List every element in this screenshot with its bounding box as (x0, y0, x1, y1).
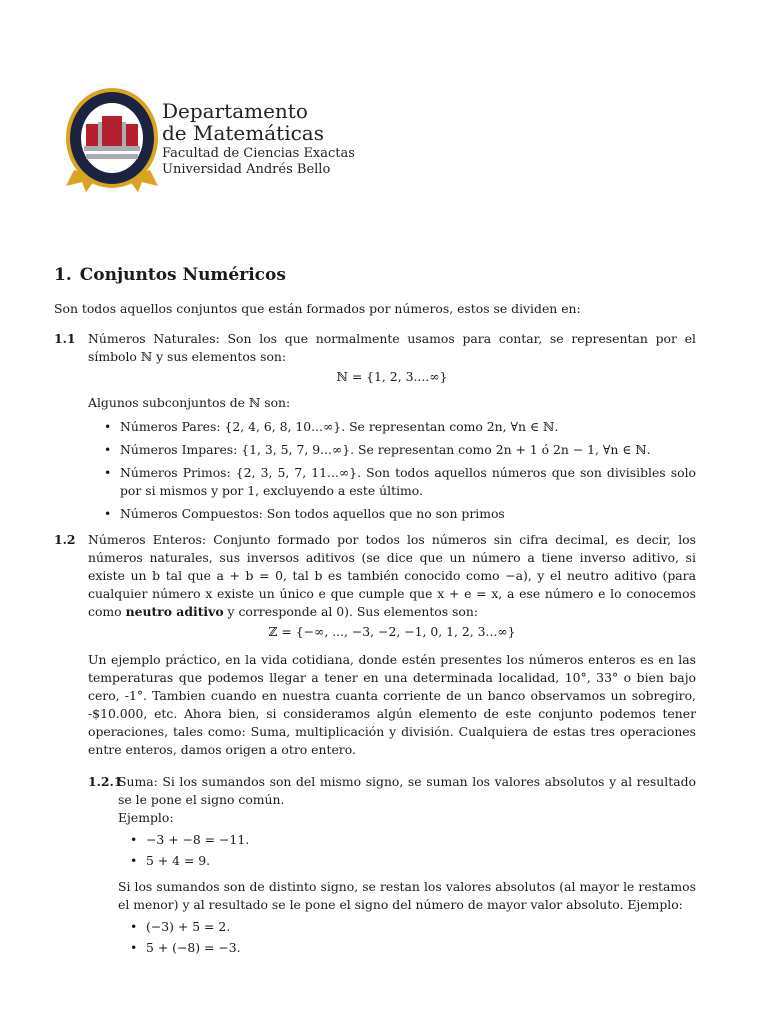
intro-paragraph: Son todos aquellos conjuntos que están formados por números, estos se dividen en: (54, 301, 581, 316)
bullet-icon: • (130, 919, 138, 934)
list-item: • Números Compuestos: Son todos aquellos que no son primos (104, 506, 505, 521)
document-body (54, 264, 696, 961)
section-title: Conjuntos Numéricos (79, 265, 286, 285)
subsection-naturales (54, 330, 696, 523)
subsets-list (88, 418, 696, 523)
subsection-number: 1.2 (54, 532, 76, 547)
subsection-suma (88, 773, 696, 957)
subsets-intro: Algunos subconjuntos de ℕ son: (88, 395, 291, 410)
enteros-example: Un ejemplo práctico, en la vida cotidiana, donde estén presentes los números enteros es en las temperaturas que podemos llegar a tener en una determinada localidad, 10°, 33° o bien bajo cero, -1°. Tambien cuando en nuestra cuanta corriente de un banco observamos un sobregiro, -$10.000, etc. Ahora bien, si consideramos algún elemento de este conjunto podemos tener operaciones, tales como: Suma, multiplicación y división. Cualquiera de estas tres operaciones entre enteros, damos origen a otro entero. (88, 652, 696, 757)
bullet-icon: • (104, 506, 112, 521)
enteros-equation: ℤ = {−∞, ..., −3, −2, −1, 0, 1, 2, 3...∞} (268, 624, 516, 639)
list-item: • −3 + −8 = −11. (130, 832, 250, 847)
bullet-icon: • (130, 853, 138, 868)
bullet-icon: • (130, 832, 138, 847)
bullet-icon: • (104, 465, 112, 480)
university-name: Universidad Andrés Bello (162, 162, 331, 177)
list-item: • (−3) + 5 = 2. (130, 919, 231, 934)
bullet-icon: • (104, 419, 112, 434)
bullet-icon: • (104, 442, 112, 457)
suma-rule-distinct: Si los sumandos son de distinto signo, se restan los valores absolutos (al mayor le restamos el menor) y al resultado se le pone el signo del número de mayor valor absoluto. Ejemplo: (118, 879, 696, 912)
ejemplo-label: Ejemplo: (118, 810, 174, 825)
department-name-line2: de Matemáticas (162, 121, 324, 145)
bullet-icon: • (130, 940, 138, 955)
section-heading (54, 264, 696, 286)
list-item: • Números Impares: {1, 3, 5, 7, 9...∞}. Se representan como 2n + 1 ó 2n − 1, ∀n ∈ ℕ. (104, 442, 651, 457)
list-item: • Números Primos: {2, 3, 5, 7, 11...∞}. Son todos aquellos números que son divisibles solo por si mismos y por 1, excluyendo a este último. (104, 465, 696, 498)
enteros-definition: Números Enteros: Conjunto formado por todos los números sin cifra decimal, es decir, los números naturales, sus inversos aditivos (se dice que un número a tiene inverso aditivo, si existe un b tal que a + b = 0, tal b es también conocido como −a), y el neutro aditivo (para cualquier número x existe un único e que cumple que x + e = x, a ese número e lo conocemos como neutro aditivo y corresponde al 0). Sus elementos son: (88, 532, 696, 619)
section-number: 1. (54, 265, 72, 285)
suma-rule: Suma: Si los sumandos son del mismo signo, se suman los valores absolutos y al resultado se le pone el signo común. (118, 774, 696, 807)
list-item: • Números Pares: {2, 4, 6, 8, 10...∞}. Se representan como 2n, ∀n ∈ ℕ. (104, 419, 559, 434)
header-text (162, 100, 355, 178)
subsection-number: 1.1 (54, 331, 76, 346)
university-seal-logo (64, 86, 160, 196)
subsection-number: 1.2.1 (88, 774, 123, 789)
subsection-enteros (54, 531, 696, 759)
naturales-equation: ℕ = {1, 2, 3....∞} (336, 369, 448, 384)
suma-examples-distinct-sign (118, 918, 696, 957)
faculty-name: Facultad de Ciencias Exactas (162, 146, 355, 161)
suma-examples-same-sign (118, 831, 696, 870)
neutro-aditivo-term: neutro aditivo (125, 604, 224, 619)
department-name-line1: Departamento (162, 99, 308, 123)
list-item: • 5 + (−8) = −3. (130, 940, 241, 955)
naturales-definition: Números Naturales: Son los que normalmente usamos para contar, se representan por el símbolo ℕ y sus elementos son: (88, 331, 696, 364)
list-item: • 5 + 4 = 9. (130, 853, 211, 868)
